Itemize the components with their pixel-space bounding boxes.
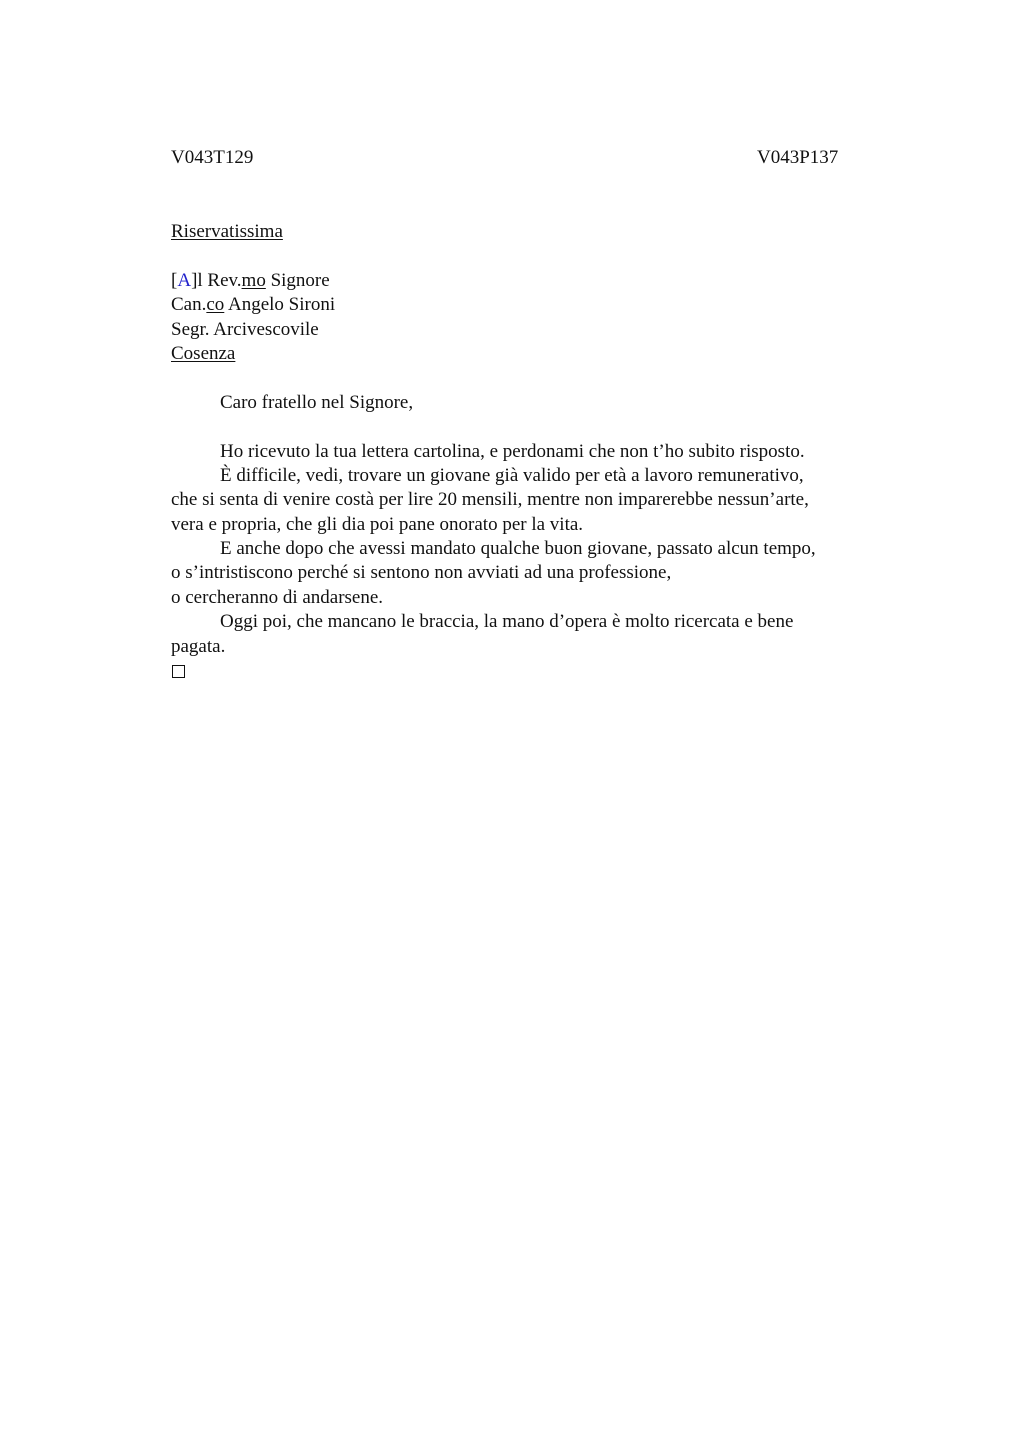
body-line: E anche dopo che avessi mandato qualche buon giovane, passato alcun tempo, — [220, 538, 816, 560]
address-line-1-abbrev: mo — [241, 269, 266, 291]
header-right-code: V043P137 — [757, 147, 839, 168]
address-line-2 — [171, 293, 871, 317]
body-line: pagata. — [171, 635, 226, 657]
salutation: Caro fratello nel Signore, — [220, 391, 414, 413]
address-initial: A — [177, 269, 192, 291]
address-line-1 — [171, 269, 871, 293]
address-city: Cosenza — [171, 342, 236, 364]
body-line: È difficile, vedi, trovare un giovane già valido per età a lavoro remunerativo, — [220, 464, 804, 486]
body-line: vera e propria, che gli dia poi pane onorato per la vita. — [171, 513, 584, 535]
address-line-1-before: ]l Rev. — [191, 269, 242, 291]
end-marker-line — [171, 659, 871, 683]
body-line: Oggi poi, che mancano le braccia, la mano d’opera è molto ricercata e bene — [220, 611, 794, 633]
address-open-bracket: [ — [171, 269, 178, 291]
address-line-2-after: Angelo Sironi — [224, 294, 336, 316]
letter-body — [171, 220, 871, 683]
address-line-3: Segr. Arcivescovile — [171, 318, 319, 340]
header-left-code: V043T129 — [171, 147, 254, 168]
body-line: Ho ricevuto la tua lettera cartolina, e perdonami che non t’ho subito risposto. — [220, 440, 805, 462]
body-line: o s’intristiscono perché si sentono non avviati ad una professione, — [171, 562, 672, 584]
address-line-1-after: Signore — [265, 269, 330, 291]
classification-label: Riservatissima — [171, 221, 283, 242]
spacer — [171, 366, 871, 390]
address-line-2-before: Can. — [171, 294, 207, 316]
empty-square-icon — [172, 665, 185, 678]
body-line: che si senta di venire costà per lire 20 mensili, mentre non imparerebbe nessun’arte, — [171, 489, 809, 511]
body-line: o cercheranno di andarsene. — [171, 586, 384, 608]
spacer — [171, 244, 871, 268]
classification-line — [171, 220, 871, 244]
spacer — [171, 415, 871, 439]
address-city-line — [171, 342, 871, 366]
address-line-2-abbrev: co — [206, 294, 225, 316]
